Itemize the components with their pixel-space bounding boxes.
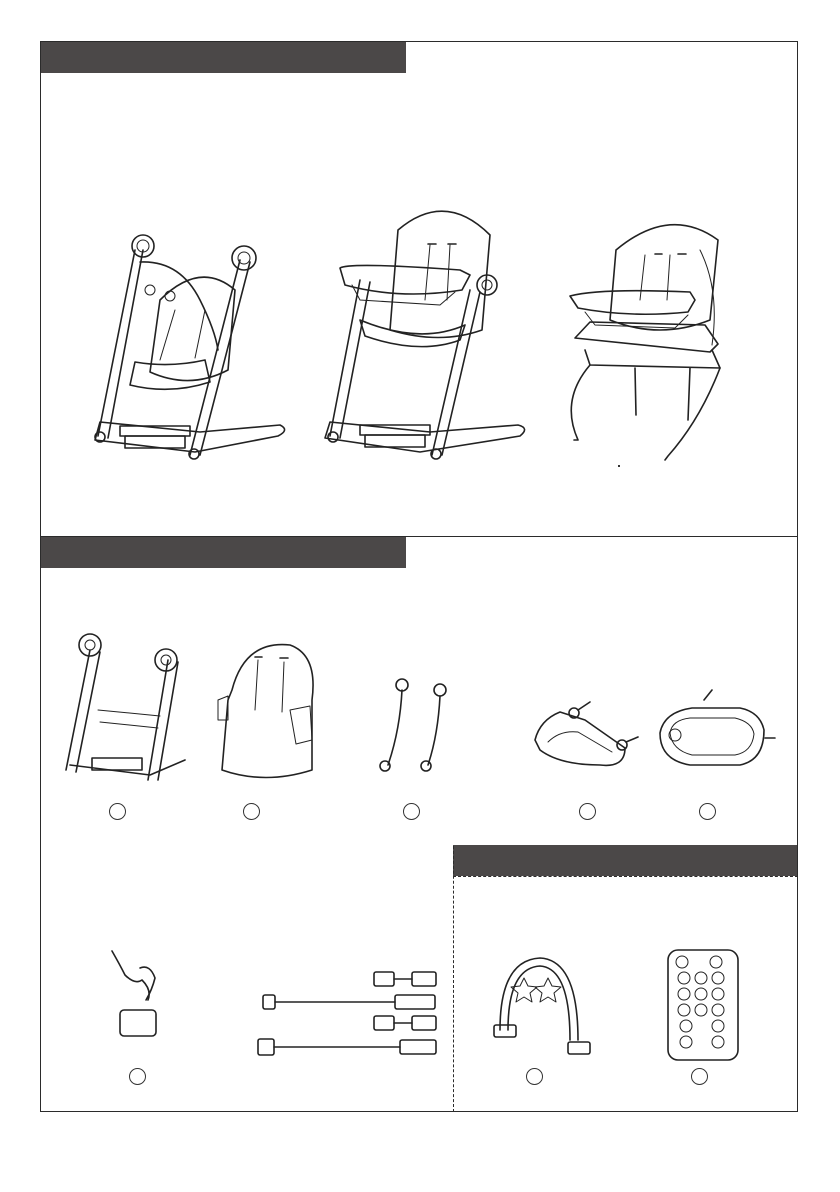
part-number-circle <box>691 1068 708 1085</box>
part-number-circle <box>129 1068 146 1085</box>
power-adapter-illustration <box>112 951 156 1036</box>
seat-part-illustration <box>218 645 313 778</box>
booster-mode-illustration <box>570 225 720 460</box>
part-number-circle <box>243 803 260 820</box>
tray-base-part-illustration <box>535 702 638 765</box>
part-number-circle <box>109 803 126 820</box>
tray-part-illustration <box>660 690 775 765</box>
part-number-circle <box>526 1068 543 1085</box>
swing-mode-illustration <box>95 235 285 459</box>
part-number-circle <box>579 803 596 820</box>
remote-control-illustration <box>668 950 738 1060</box>
support-legs-part-illustration <box>380 679 446 771</box>
highchair-mode-illustration <box>325 211 525 459</box>
straps-illustration <box>258 972 436 1055</box>
toy-bar-illustration <box>494 958 590 1054</box>
speck <box>618 465 620 467</box>
part-number-circle <box>699 803 716 820</box>
frame-part-illustration <box>66 634 185 780</box>
part-number-circle <box>403 803 420 820</box>
